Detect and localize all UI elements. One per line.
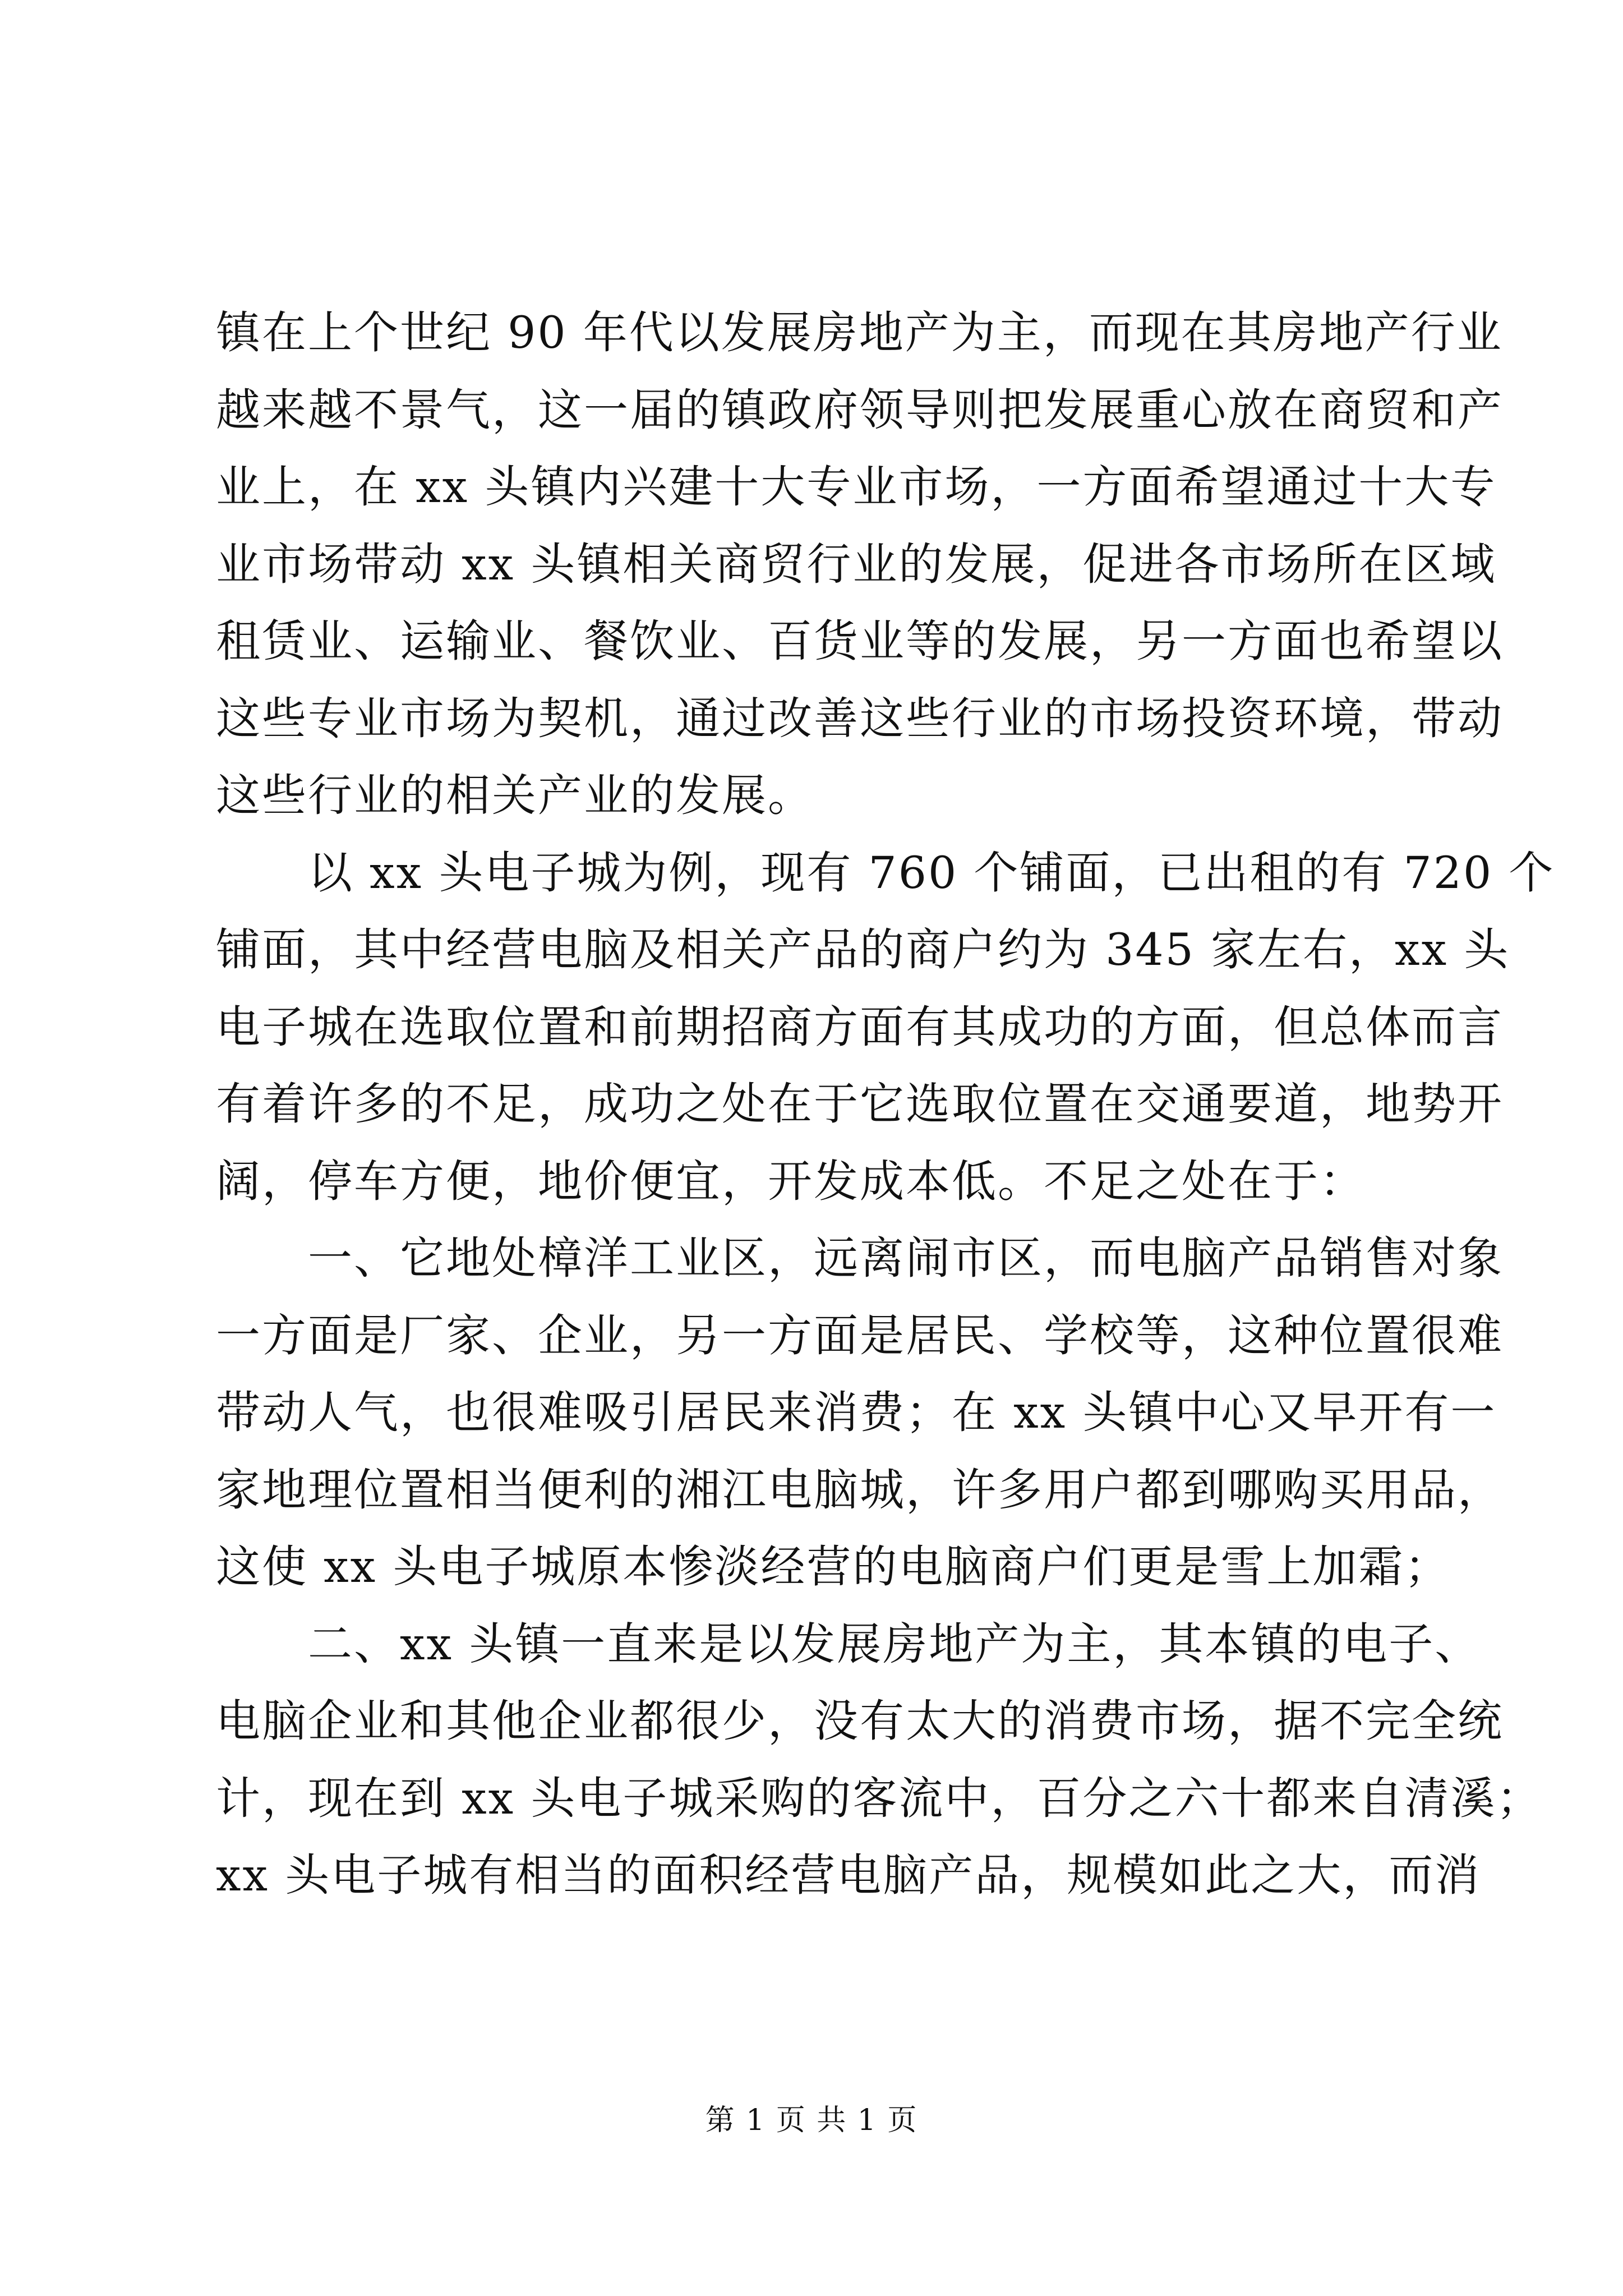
text-line: 计，现在到 xx 头电子城采购的客流中，百分之六十都来自清溪； <box>216 1772 1543 1824</box>
document-body <box>216 295 1555 1915</box>
text-line: 业市场带动 xx 头镇相关商贸行业的发展，促进各市场所在区域 <box>216 538 1497 590</box>
text-line: 这些专业市场为契机，通过改善这些行业的市场投资环境，带动 <box>216 692 1504 744</box>
text-line: 这使 xx 头电子城原本惨淡经营的电脑商户们更是雪上加霜； <box>216 1541 1451 1593</box>
text-line: 二、xx 头镇一直来是以发展房地产为主，其本镇的电子、 <box>216 1618 1481 1670</box>
text-line: 租赁业、运输业、餐饮业、百货业等的发展，另一方面也希望以 <box>216 615 1504 667</box>
text-line: 这些行业的相关产业的发展。 <box>216 770 814 821</box>
paragraph-3 <box>216 1220 1504 1606</box>
paragraph-2 <box>216 835 1555 1221</box>
text-line: 电脑企业和其他企业都很少，没有太大的消费市场，据不完全统 <box>216 1695 1504 1747</box>
paragraph-1 <box>216 295 1504 835</box>
text-line: xx 头电子城有相当的面积经营电脑产品，规模如此之大，而消 <box>216 1849 1481 1901</box>
text-line: 家地理位置相当便利的湘江电脑城，许多用户都到哪购买用品， <box>216 1464 1504 1516</box>
text-line: 越来越不景气，这一届的镇政府领导则把发展重心放在商贸和产 <box>216 384 1504 436</box>
text-line: 镇在上个世纪 90 年代以发展房地产为主，而现在其房地产行业 <box>216 307 1503 358</box>
text-line: 一、它地处樟洋工业区，远离闹市区，而电脑产品销售对象 <box>216 1232 1504 1284</box>
text-line: 业上，在 xx 头镇内兴建十大专业市场，一方面希望通过十大专 <box>216 461 1497 513</box>
text-line: 阔，停车方便，地价便宜，开发成本低。不足之处在于： <box>216 1155 1366 1207</box>
text-line: 有着许多的不足，成功之处在于它选取位置在交通要道，地势开 <box>216 1078 1504 1130</box>
text-line: 铺面，其中经营电脑及相关产品的商户约为 345 家左右，xx 头 <box>216 924 1510 976</box>
text-line: 电子城在选取位置和前期招商方面有其成功的方面，但总体而言 <box>216 1001 1504 1053</box>
text-line: 以 xx 头电子城为例，现有 760 个铺面，已出租的有 720 个 <box>216 846 1555 899</box>
text-line: 带动人气，也很难吸引居民来消费；在 xx 头镇中心又早开有一 <box>216 1387 1497 1438</box>
page-footer: 第 1 页 共 1 页 <box>705 2104 918 2137</box>
text-line: 一方面是厂家、企业，另一方面是居民、学校等，这种位置很难 <box>216 1309 1504 1361</box>
paragraph-4 <box>216 1606 1543 1915</box>
